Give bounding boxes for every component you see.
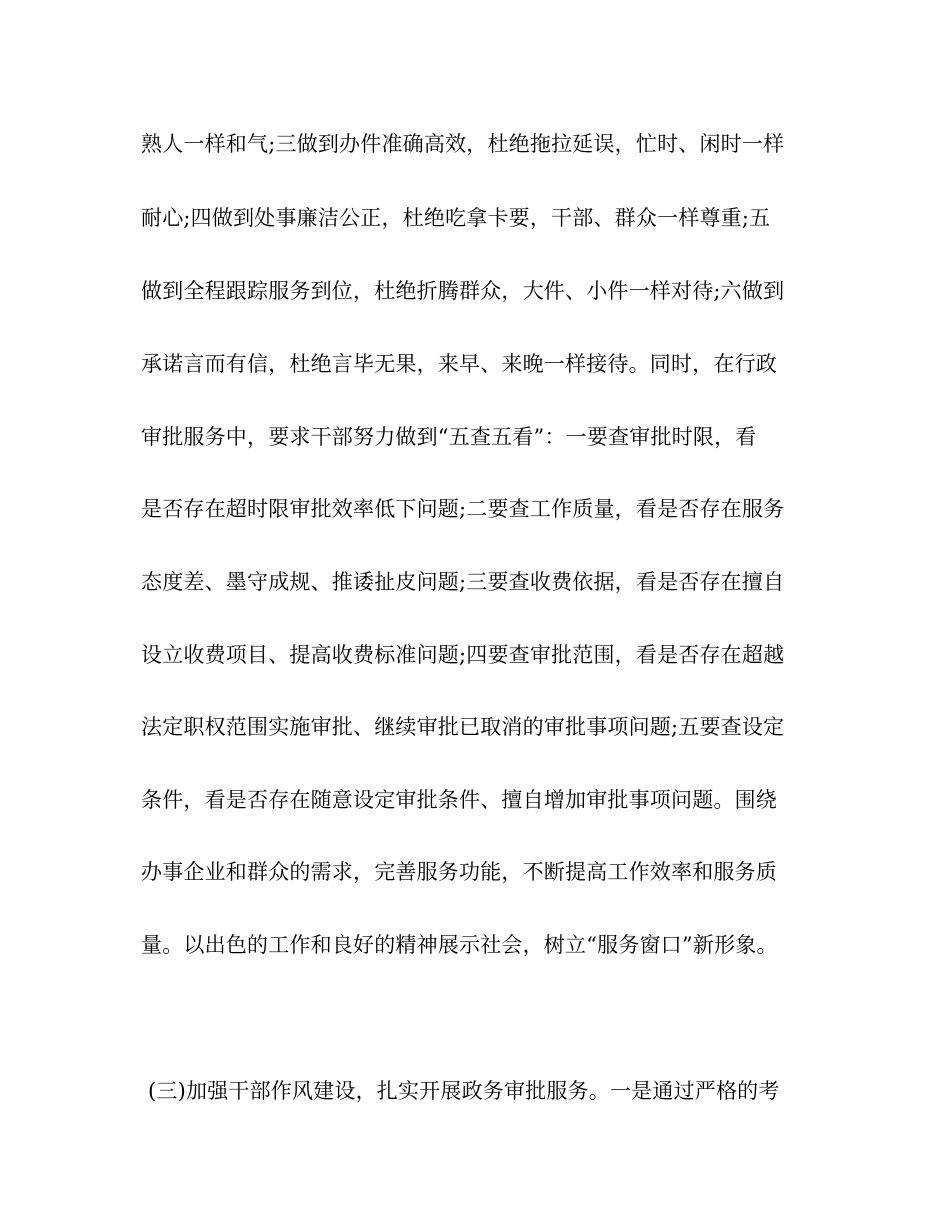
text-line: 审批服务中，要求干部努力做到“五查五看”：一要查审批时限，看 <box>141 425 757 449</box>
text-line: 设立收费项目、提高收费标准问题;四要查审批范围，看是否存在超越 <box>141 643 785 667</box>
text-line: 态度差、墨守成规、推诿扯皮问题;三要查收费依据，看是否存在擅自 <box>141 570 785 594</box>
text-line: 承诺言而有信，杜绝言毕无果，来早、来晚一样接待。同时，在行政 <box>141 352 777 376</box>
text-line: 耐心;四做到处事廉洁公正，杜绝吃拿卡要，干部、群众一样尊重;五 <box>141 206 771 230</box>
text-line: 条件，看是否存在随意设定审批条件、擅自增加审批事项问题。围绕 <box>141 788 777 812</box>
text-line: 法定职权范围实施审批、继续审批已取消的审批事项问题;五要查设定 <box>141 715 785 739</box>
text-line: 熟人一样和气;三做到办件准确高效，杜绝拖拉延误，忙时、闲时一样 <box>141 132 785 156</box>
text-line: 做到全程跟踪服务到位，杜绝折腾群众，大件、小件一样对待;六做到 <box>141 279 785 303</box>
text-line: 量。以出色的工作和良好的精神展示社会，树立“服务窗口”新形象。 <box>141 933 778 957</box>
text-line: 是否存在超时限审批效率低下问题;二要查工作质量，看是否存在服务 <box>141 497 785 521</box>
section-heading-line: (三)加强干部作风建设，扎实开展政务审批服务。一是通过严格的考 <box>148 1079 780 1103</box>
text-line: 办事企业和群众的需求，完善服务功能，不断提高工作效率和服务质 <box>141 860 777 884</box>
